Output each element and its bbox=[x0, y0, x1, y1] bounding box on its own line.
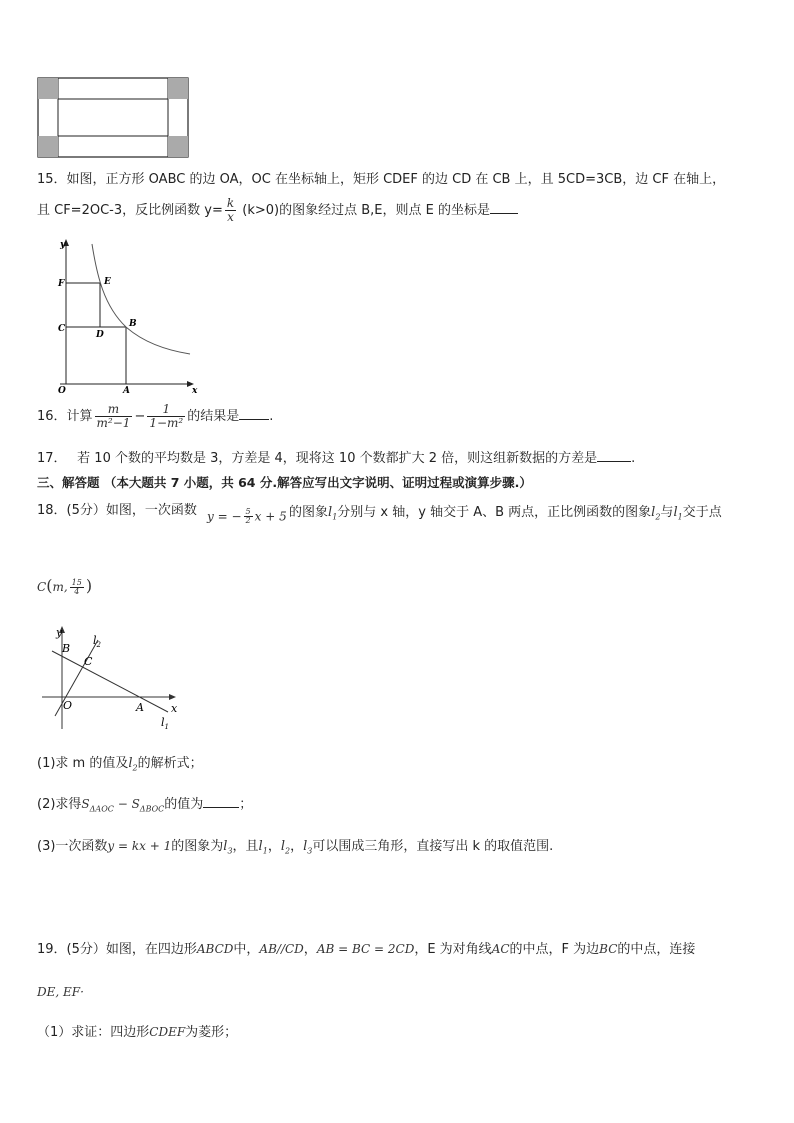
q18-p2-sub1: ΔAOC bbox=[89, 804, 114, 814]
q18-l2: l bbox=[651, 505, 656, 520]
q16-answer-blank bbox=[239, 407, 269, 420]
q18-part2 bbox=[37, 793, 252, 814]
q18-func-head: y = − bbox=[207, 509, 242, 524]
q18-point-m: m, bbox=[52, 580, 68, 594]
q18-p2-answer-blank bbox=[203, 795, 239, 808]
q18-mid1: 的图象 bbox=[289, 505, 329, 520]
q18-point-frac-num: 15 bbox=[71, 577, 82, 587]
q18-p3-lc: l bbox=[303, 839, 308, 854]
q18-p3-c2: ， bbox=[290, 839, 304, 854]
q18-label-l1: $l_1$ bbox=[161, 716, 169, 731]
q18-label-A: A bbox=[136, 701, 144, 714]
rectangle-figure bbox=[37, 77, 190, 159]
q18-p2-sub2: ΔBOC bbox=[139, 804, 165, 814]
q18-point-frac-den: 4 bbox=[74, 587, 80, 596]
q18-p1-l: l bbox=[128, 756, 133, 771]
q18-p3-c1: ， bbox=[267, 839, 281, 854]
q18-graph bbox=[38, 624, 188, 736]
q15-graph bbox=[40, 236, 210, 396]
q18-p2-end: ； bbox=[239, 797, 253, 812]
q19-line2: DE, EF· bbox=[37, 985, 84, 999]
q18-label-y: y bbox=[56, 626, 63, 639]
q18-p3-l3-sub: 3 bbox=[227, 846, 233, 856]
q18-line1 bbox=[37, 497, 197, 525]
q19-line1 bbox=[37, 938, 695, 957]
q19-cond2: AB = BC = 2CD bbox=[316, 942, 415, 956]
q16-fraction-2 bbox=[147, 403, 185, 429]
q18-l1b-sub: 1 bbox=[677, 512, 683, 522]
q18-line1-rest bbox=[289, 501, 722, 522]
q18-func-tail: x + 5 bbox=[254, 509, 287, 524]
q18-l1-sub: 1 bbox=[332, 512, 338, 522]
q19-m3: ，E 为对角线 bbox=[414, 942, 492, 957]
q16-line bbox=[37, 397, 273, 437]
q15-label-F: F bbox=[58, 279, 65, 289]
q18-p3-lc-sub: 3 bbox=[307, 846, 313, 856]
q18-func-frac-num: 5 bbox=[245, 507, 251, 516]
q16-post: 的结果是 bbox=[187, 409, 240, 424]
q18-func-fraction bbox=[244, 508, 253, 526]
q19-m4: 的中点，F 为边 bbox=[509, 942, 600, 957]
q18-p3-lb: l bbox=[280, 839, 285, 854]
q15-label-D: D bbox=[96, 330, 104, 340]
q16-minus: − bbox=[134, 409, 146, 424]
q19-m1: 中， bbox=[233, 942, 260, 957]
q19-m2: ， bbox=[303, 942, 317, 957]
q16-f2-num: 1 bbox=[147, 403, 185, 417]
q18-label-B: B bbox=[62, 642, 71, 655]
section-3-heading: 三、解答题 （本大题共 7 小题，共 64 分.解答应写出文字说明、证明过程或演算步骤.） bbox=[37, 475, 532, 490]
q18-part1 bbox=[37, 752, 203, 773]
q18-point-C-label: C bbox=[37, 580, 47, 594]
q15-answer-blank bbox=[490, 201, 518, 214]
q17-line bbox=[37, 447, 635, 466]
q18-mid2: 分别与 x 轴，y 轴交于 A、B 两点，正比例函数的图象 bbox=[337, 505, 652, 520]
q19-p1-cdef: CDEF bbox=[149, 1025, 186, 1039]
q18-function bbox=[207, 508, 287, 526]
q18-p3-mid: 的图象为 bbox=[171, 839, 224, 854]
q16-f2-den: 1−m² bbox=[149, 416, 184, 430]
q19-p1-pre: （1）求证：四边形 bbox=[37, 1025, 150, 1040]
q18-mid4: 交于点 bbox=[682, 505, 722, 520]
q19-cond1: AB//CD bbox=[259, 942, 304, 956]
q18-mid3: 与 bbox=[660, 505, 674, 520]
q15-label-y: y bbox=[60, 240, 66, 250]
q18-p3-la: l bbox=[258, 839, 263, 854]
q15-fraction bbox=[225, 197, 236, 223]
q18-p3-l3: l bbox=[223, 839, 228, 854]
q18-p1-pre: (1)求 m 的值及 bbox=[37, 756, 129, 771]
q18-label-l2: $l_2$ bbox=[93, 634, 101, 649]
q18-part3 bbox=[37, 835, 553, 856]
q19-pre: 19．(5分）如图，在四边形 bbox=[37, 942, 197, 957]
q19-ac: AC bbox=[491, 942, 510, 956]
q15-label-A: A bbox=[123, 386, 130, 396]
q18-func-frac-den: 2 bbox=[245, 516, 251, 526]
q18-l1b: l bbox=[673, 505, 678, 520]
q18-p2-post: 的值为 bbox=[164, 797, 204, 812]
q18-l1: l bbox=[328, 505, 333, 520]
q19-p1-post: 为菱形； bbox=[185, 1025, 238, 1040]
q16-end: . bbox=[269, 409, 274, 424]
q18-p1-sub: 2 bbox=[132, 763, 138, 773]
q15-frac-num: k bbox=[226, 196, 235, 211]
q18-point-fraction bbox=[70, 579, 84, 597]
q17-end: . bbox=[631, 451, 636, 466]
q18-p2-pre: (2)求得 bbox=[37, 797, 82, 812]
q18-label-O: O bbox=[63, 699, 73, 712]
q16-fraction-1 bbox=[95, 403, 133, 429]
q18-label-x: x bbox=[171, 702, 178, 715]
q18-label-C: C bbox=[84, 655, 93, 668]
q15-line2 bbox=[37, 193, 518, 229]
q18-p3-post: 可以围成三角形，直接写出 k 的取值范围. bbox=[312, 839, 554, 854]
q15-label-O: O bbox=[58, 386, 66, 396]
q15-line2-post: (k>0)的图象经过点 B,E，则点 E 的坐标是 bbox=[242, 203, 490, 218]
q19-bc: BC bbox=[599, 942, 618, 956]
q18-p3-pre: (3)一次函数 bbox=[37, 839, 108, 854]
q16-pre: 16．计算 bbox=[37, 409, 93, 424]
q19-abcd: ABCD bbox=[196, 942, 234, 956]
q17-text: 17． 若 10 个数的平均数是 3，方差是 4，现将这 10 个数都扩大 2 倍，则这组新数据的方差是 bbox=[37, 451, 598, 466]
q15-frac-den: x bbox=[227, 210, 234, 224]
q18-pre: 18．(5分）如图，一次函数 bbox=[37, 503, 197, 518]
q15-label-B: B bbox=[129, 319, 137, 329]
q15-line2-pre: 且 CF=2OC-3，反比例函数 y= bbox=[37, 203, 223, 218]
q18-p1-post: 的解析式； bbox=[137, 756, 203, 771]
q18-p3-la-sub: 1 bbox=[262, 846, 268, 856]
q18-p3-mid2: ，且 bbox=[232, 839, 259, 854]
q15-line1: 15．如图，正方形 OABC 的边 OA，OC 在坐标轴上，矩形 CDEF 的边 CD 在 CB 上，且 5CD=3CB，边 CF 在轴上， bbox=[37, 172, 726, 187]
q15-label-C: C bbox=[58, 324, 66, 334]
q18-p2-s2: − S bbox=[113, 797, 140, 811]
q15-label-E: E bbox=[104, 277, 111, 287]
q19-m5: 的中点，连接 bbox=[617, 942, 696, 957]
q16-f1-den: m²−1 bbox=[96, 416, 131, 430]
q15-label-x: x bbox=[192, 386, 198, 396]
q17-answer-blank bbox=[597, 449, 631, 462]
q18-p3-func: y = kx + 1 bbox=[107, 839, 172, 853]
q16-f1-num: m bbox=[95, 403, 133, 417]
q19-part1 bbox=[37, 1021, 237, 1040]
q18-p3-lb-sub: 2 bbox=[285, 846, 291, 856]
q18-point-C: C(m, $\frac{15}{4}$ ) bbox=[37, 576, 93, 596]
q18-l2-sub: 2 bbox=[655, 512, 661, 522]
q18-p2-s1: S bbox=[81, 797, 90, 811]
